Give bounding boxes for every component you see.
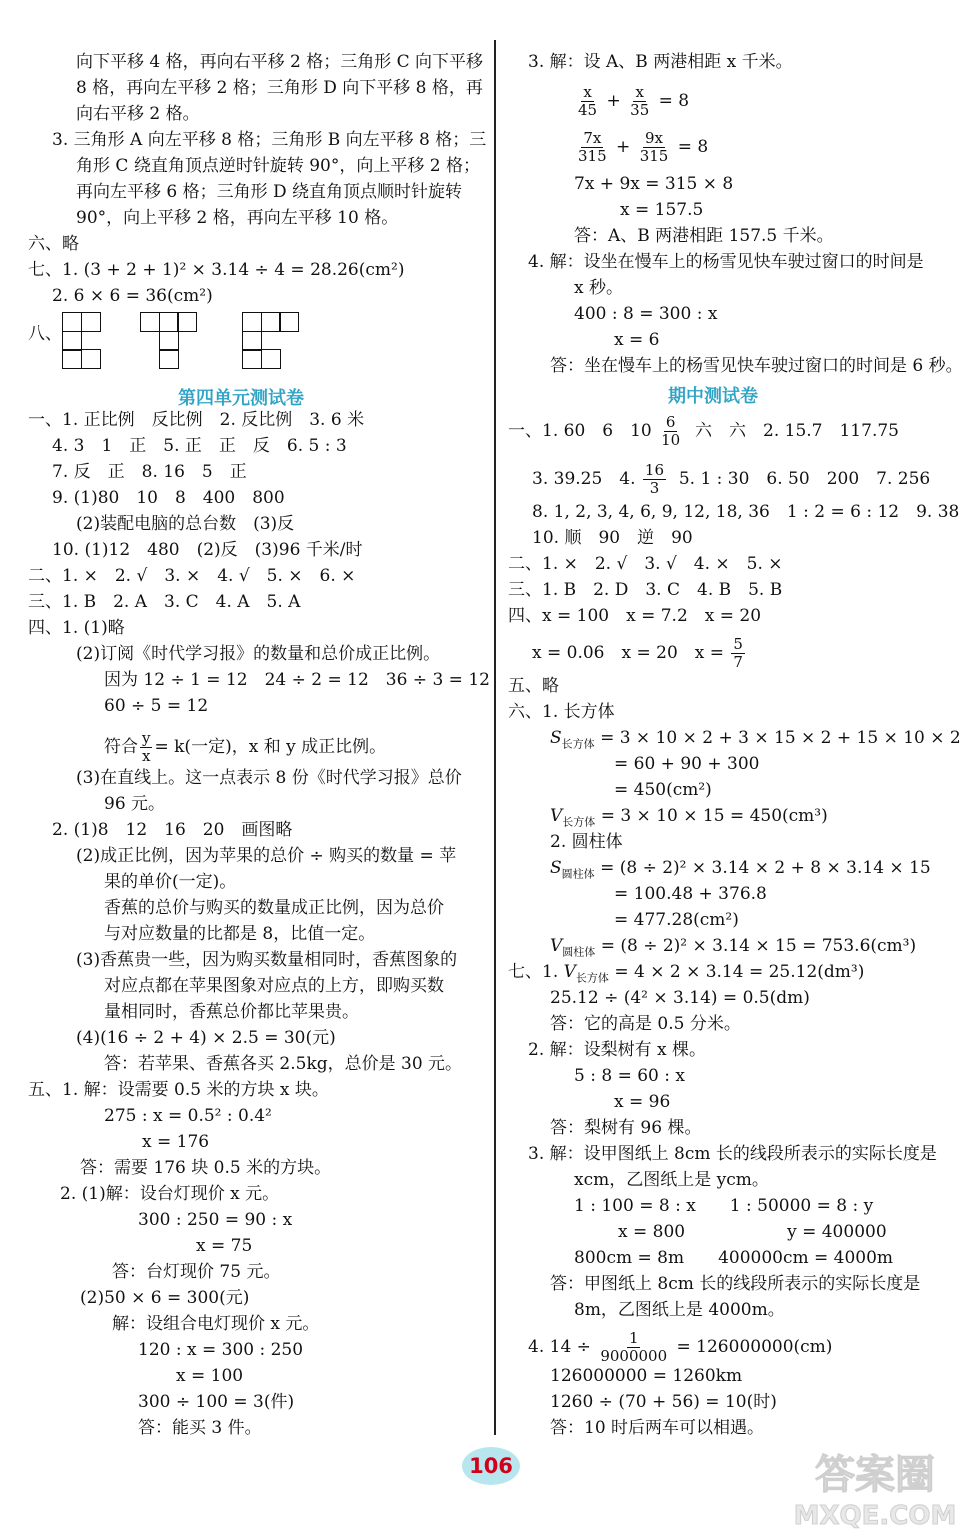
text-line: 答：A、B 两港相距 157.5 千米。 [574,226,834,246]
equation-line: $S_{长方体} = 3 \times 10 \times 2 + 3 \times 15 \times 2 + 15 \times 10 \times 2$ [550,728,961,751]
text-line: 一、1. 正比例 反比例 2. 反比例 3. 6 米 [28,410,365,430]
equation-line: $\frac{7x}{315}$ + $\frac{9x}{315}$ = 8 [578,129,709,165]
text-line: x = 800 y = 400000 [618,1222,887,1242]
text-line: 120 : x = 300 : 250 [138,1340,304,1360]
text-line: 8m，乙图纸上是 4000m。 [574,1300,785,1320]
text-line: 答：若苹果、香蕉各买 2.5kg，总价是 30 元。 [104,1054,463,1074]
text-line: (2)成正比例，因为苹果的总价 ÷ 购买的数量 = 苹 [76,846,457,866]
text-line: 六、略 [28,234,79,254]
cube-net-2 [140,312,200,372]
text-line: 四、1. (1)略 [28,618,125,638]
text-line: 300 ÷ 100 = 3(件) [138,1392,295,1412]
text-line: 对应点都在苹果图象对应点的上方，即购买数 [104,976,444,996]
equation-line: x = 0.06 x = 20 x = $\frac{5}{7}$ [532,635,743,671]
text-line: 答：需要 176 块 0.5 米的方块。 [80,1158,332,1178]
text-line: x = 100 [176,1366,244,1386]
equation-line: 3. 39.25 4. $\frac{16}{3}$ 5. 1 : 30 6. 50 200 7. 256 [532,461,931,497]
section-title: 第四单元测试卷 [178,388,304,409]
column-divider [494,40,496,1435]
svg-text:答案圈: 答案圈 [815,1452,935,1498]
text-line: 7x + 9x = 315 × 8 [574,174,734,194]
text-line: 8 格，再向左平移 2 格；三角形 D 向下平移 8 格，再 [76,78,483,98]
equation-line: 一、1. 60 6 10 $\frac{6}{10}$ 六 六 2. 15.7 117.75 [508,413,899,449]
text-line: 答：它的高是 0.5 分米。 [550,1014,741,1034]
text-line: 2. (1)解：设台灯现价 x 元。 [60,1184,280,1204]
text-line: 量相同时，香蕉总价都比苹果贵。 [104,1002,359,1022]
text-line: 六、1. 长方体 [508,702,615,722]
text-line: x = 176 [142,1132,210,1152]
fraction: $\frac{16}{3}$ [644,461,665,497]
text-line: 3. 解：设甲图纸上 8cm 长的线段所表示的实际长度是 [528,1144,937,1164]
text-line: x = 6 [614,330,660,350]
text-line: 3. 三角形 A 向左平移 8 格；三角形 B 向左平移 8 格；三 [52,130,487,150]
text-line: 2. 圆柱体 [550,832,623,852]
text-line: 4. 3 1 正 5. 正 正 反 6. 5 : 3 [52,436,347,456]
text-line: = 60 + 90 + 300 [614,754,760,774]
fraction: $\frac{y}{x}$ [142,729,151,765]
text-line: 1260 ÷ (70 + 56) = 10(时) [550,1392,777,1412]
text-line: x = 157.5 [620,200,704,220]
text-line: 3. 解：设 A、B 两港相距 x 千米。 [528,52,793,72]
text-line: 8. 1, 2, 3, 4, 6, 9, 12, 18, 36 1 : 2 = 6 : 12 9. 38 [532,502,960,522]
text-line: 90°，向上平移 2 格，再向左平移 10 格。 [76,208,399,228]
text-line: 答：甲图纸上 8cm 长的线段所表示的实际长度是 [550,1274,921,1294]
text-line: 解：设组合电灯现价 x 元。 [112,1314,320,1334]
fraction: $\frac{5}{7}$ [733,635,743,671]
page-number: 106 [462,1447,520,1485]
text-line: = 100.48 + 376.8 [614,884,767,904]
text-line: (2)装配电脑的总台数 (3)反 [76,514,295,534]
text-line: 香蕉的总价与购买的数量成正比例，因为总价 [104,898,444,918]
text-line: 七、1. (3 + 2 + 1)² × 3.14 ÷ 4 = 28.26(cm²) [28,260,405,280]
fraction: $\frac{7x}{315}$ [578,129,607,165]
text-line: x = 75 [196,1236,253,1256]
text-line: 四、x = 100 x = 7.2 x = 20 [508,606,762,626]
text-line: 800cm = 8m 400000cm = 4000m [574,1248,894,1268]
equation-line: 七、1. $V_{长方体} = 4 \times 2 \times 3.14 = 25.12(dm^3)$ [508,962,865,985]
text-line: 二、1. × 2. √ 3. √ 4. × 5. × [508,554,783,574]
text-line: 126000000 = 1260km [550,1366,743,1386]
text-line: 300 : 250 = 90 : x [138,1210,293,1230]
text-line: 与对应数量的比都是 8，比值一定。 [104,924,376,944]
fraction: $\frac{x}{35}$ [630,83,650,119]
text-line: 答：梨树有 96 棵。 [550,1118,702,1138]
text-line: 角形 C 绕直角顶点逆时针旋转 90°，向上平移 2 格； [76,156,480,176]
fraction: $\frac{9x}{315}$ [639,129,669,165]
text-line: 符合 $\frac{y}{x}$ = k(一定)，x 和 y 成正比例。 [104,729,387,765]
text-line: = 477.28(cm²) [614,910,739,930]
text-line: 向右平移 2 格。 [76,104,200,124]
text-line: 因为 12 ÷ 1 = 12 24 ÷ 2 = 12 36 ÷ 3 = 12 [104,670,490,690]
text-line: 96 元。 [104,794,166,814]
text-line: 10. 顺 90 逆 90 [532,528,693,548]
text-line: 三、1. B 2. D 3. C 4. B 5. B [508,580,783,600]
equation-line: 4. 14 ÷ $\frac{1}{9000000}$ = 126000000(cm) [528,1329,833,1365]
text-line: 5 : 8 = 60 : x [574,1066,685,1086]
text-line: 八、 [28,324,62,344]
watermark-logo [780,1440,970,1532]
text-line: 五、1. 解：设需要 0.5 米的方块 x 块。 [28,1080,329,1100]
text-line: x 秒。 [574,278,623,298]
cube-net-3 [242,312,312,372]
text-line: 60 ÷ 5 = 12 [104,696,209,716]
svg-text:MXQE.COM: MXQE.COM [793,1501,957,1531]
text-line: 答：坐在慢车上的杨雪见快车驶过窗口的时间是 6 秒。 [550,356,963,376]
text-line: 二、1. × 2. √ 3. × 4. √ 5. × 6. × [28,566,356,586]
text-line: x = 96 [614,1092,671,1112]
equation-line: $S_{圆柱体} = (8 \div 2)^2 \times 3.14 \times 2 + 8 \times 3.14 \times 15$ [550,858,931,881]
section-title: 期中测试卷 [668,386,758,407]
text-line: 再向左平移 6 格；三角形 D 绕直角顶点顺时针旋转 [76,182,463,202]
text-line: 2. 解：设梨树有 x 棵。 [528,1040,707,1060]
text-line: (3)在直线上。这一点表示 8 份《时代学习报》总价 [76,768,462,788]
text-line: 10. (1)12 480 (2)反 (3)96 千米/时 [52,540,363,560]
fraction: $\frac{1}{9000000}$ [600,1329,668,1365]
text-line: 果的单价(一定)。 [104,872,237,892]
text-line: (3)香蕉贵一些，因为购买数量相同时，香蕉图象的 [76,950,458,970]
text-line: (2)订阅《时代学习报》的数量和总价成正比例。 [76,644,441,664]
cube-net-1 [62,312,122,372]
text-line: (4)(16 ÷ 2 + 4) × 2.5 = 30(元) [76,1028,336,1048]
text-line: 向下平移 4 格，再向右平移 2 格；三角形 C 向下平移 [76,52,484,72]
text-line: 答：能买 3 件。 [138,1418,262,1438]
text-line: 275 : x = 0.5² : 0.4² [104,1106,272,1126]
text-line: 三、1. B 2. A 3. C 4. A 5. A [28,592,301,612]
fraction: $\frac{6}{10}$ [661,413,681,449]
text-line: 五、略 [508,676,559,696]
equation-line: $V_{圆柱体} = (8 \div 2)^2 \times 3.14 \times 15 = 753.6(cm^3)$ [550,936,917,959]
text-line: 2. 6 × 6 = 36(cm²) [52,286,213,306]
text-line: 1 : 100 = 8 : x 1 : 50000 = 8 : y [574,1196,874,1216]
text-line: 2. (1)8 12 16 20 画图略 [52,820,293,840]
text-line: xcm，乙图纸上是 ycm。 [574,1170,769,1190]
text-line: 9. (1)80 10 8 400 800 [52,488,285,508]
equation-line: $V_{长方体} = 3 \times 10 \times 15 = 450(cm^3)$ [550,806,828,829]
fraction: $\frac{x}{45}$ [578,83,598,119]
text-line: 25.12 ÷ (4² × 3.14) = 0.5(dm) [550,988,810,1008]
equation-line: $\frac{x}{45}$ + $\frac{x}{35}$ = 8 [578,83,690,119]
text-line: = 450(cm²) [614,780,712,800]
text-line: 答：台灯现价 75 元。 [112,1262,281,1282]
text-line: (2)50 × 6 = 300(元) [80,1288,250,1308]
text-line: 7. 反 正 8. 16 5 正 [52,462,247,482]
text-line: 400 : 8 = 300 : x [574,304,718,324]
text-line: 4. 解：设坐在慢车上的杨雪见快车驶过窗口的时间是 [528,252,924,272]
text-line: 答：10 时后两车可以相遇。 [550,1418,765,1438]
